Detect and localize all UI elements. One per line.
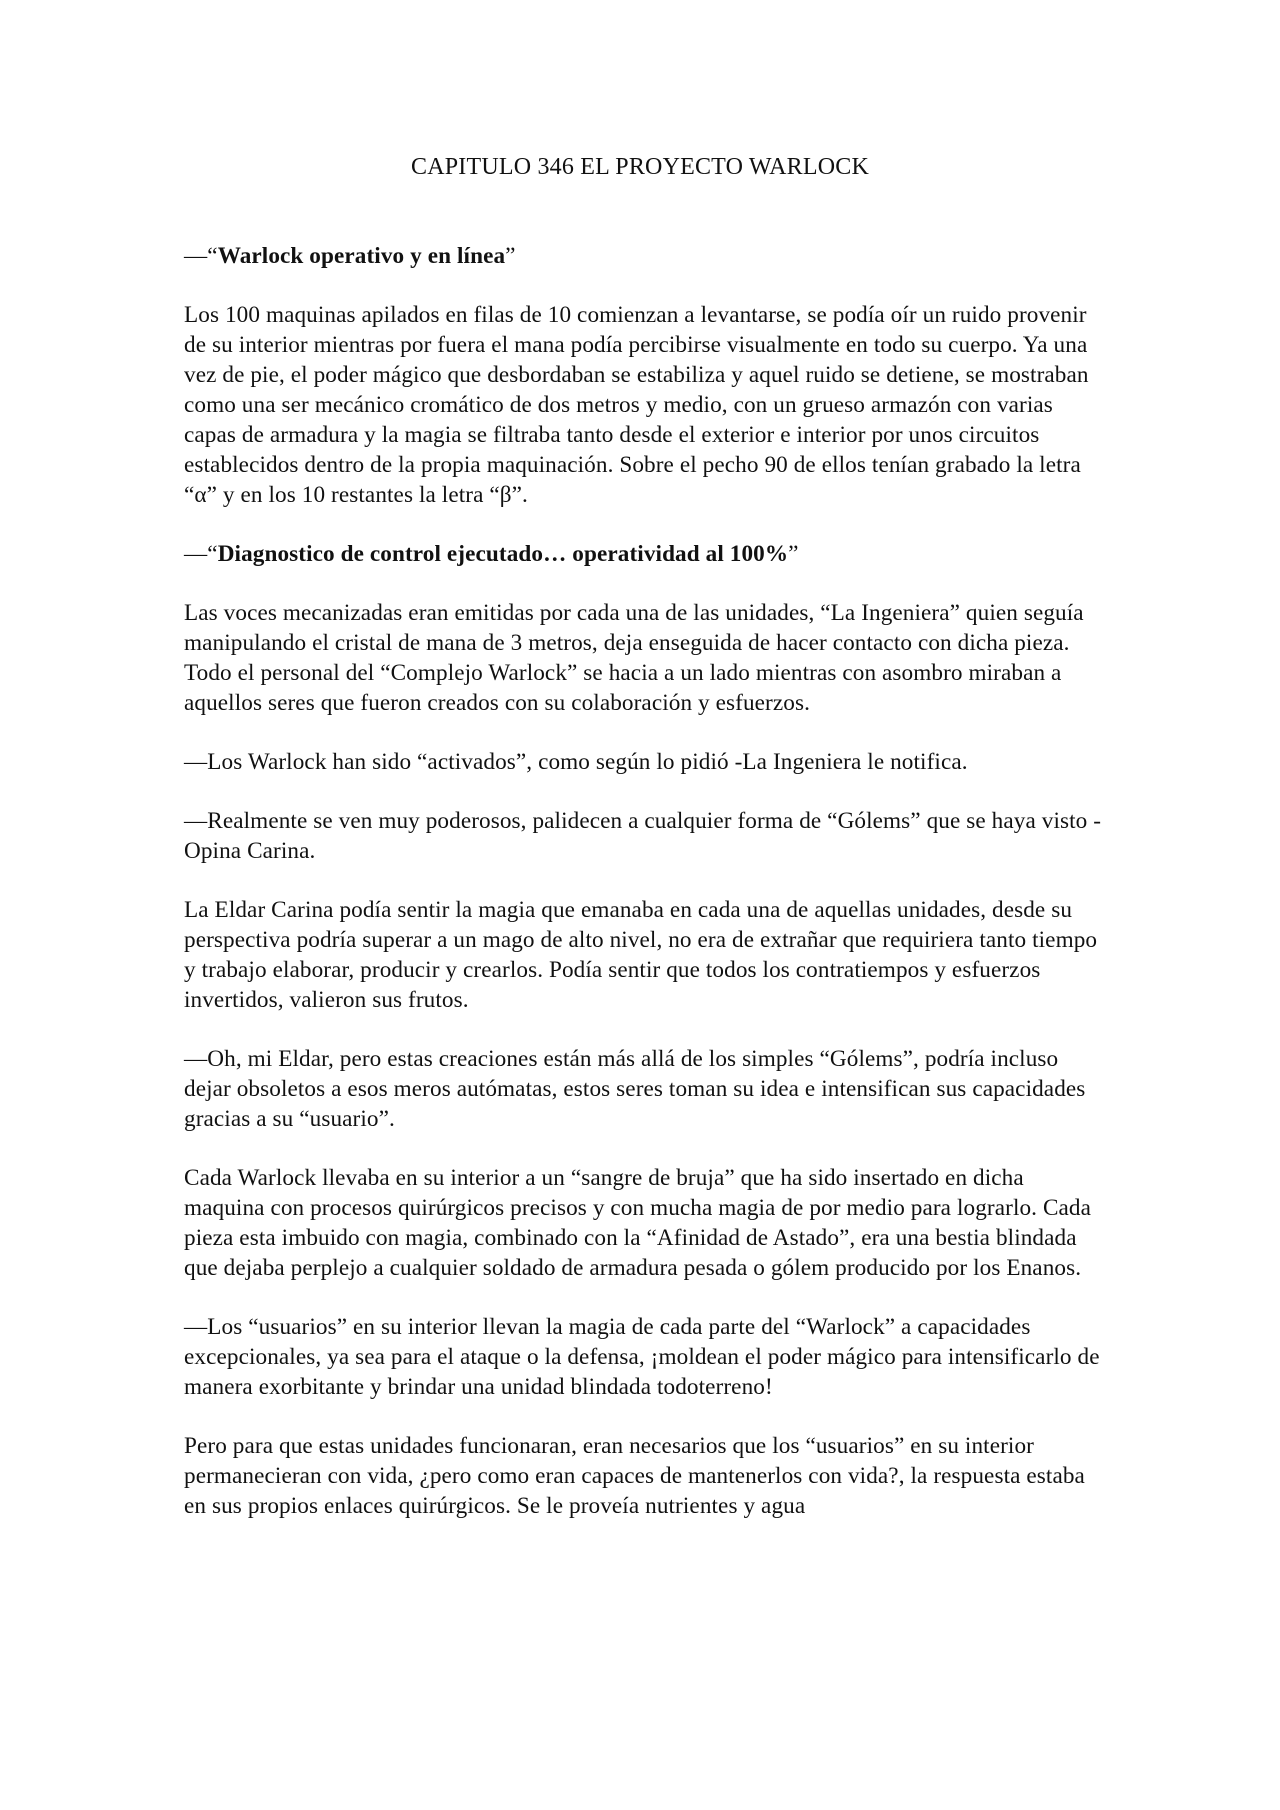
dialogue-prefix: —“ [184,243,218,269]
dialogue-paragraph: —Los “usuarios” en su interior llevan la magia de cada parte del “Warlock” a capacidades excepcionales, ya sea para el ataque o la defensa, ¡moldean el poder mágico para intensificarlo de manera exorbitante y brindar una unidad blindada todoterreno! [184,1314,1100,1400]
dialogue-bold-text: Warlock operativo y en línea [217,243,506,269]
narrative-paragraph: Cada Warlock llevaba en su interior a un “sangre de bruja” que ha sido insertado en dicha maquina con procesos quirúrgicos precisos y con mucha magia de por medio para lograrlo. Cada pieza esta imbuido con magia, combinado con la “Afinidad de Astado”, era una bestia blindada que dejaba perplejo a cualquier soldado de armadura pesada o gólem producido por los Enanos. [184,1165,1092,1281]
dialogue-paragraph: —Los Warlock han sido “activados”, como según lo pidió -La Ingeniera le notifica. [184,749,968,775]
chapter-title: CAPITULO 346 EL PROYECTO WARLOCK [411,154,869,180]
dialogue-paragraph [184,539,1104,569]
dialogue-prefix: —“ [184,541,218,567]
narrative-paragraph: Las voces mecanizadas eran emitidas por cada una de las unidades, “La Ingeniera” quien seguía manipulando el cristal de mana de 3 metros, deja enseguida de hacer contacto con dicha pieza. Todo el personal del “Complejo Warlock” se hacia a un lado mientras con asombro miraban a aquellos seres que fueron creados con su colaboración y esfuerzos. [184,600,1084,716]
dialogue-suffix: ” [788,541,799,567]
dialogue-paragraph [184,241,1104,271]
dialogue-bold-text: Diagnostico de control ejecutado… operatividad al 100% [217,541,789,567]
dialogue-paragraph: —Oh, mi Eldar, pero estas creaciones están más allá de los simples “Gólems”, podría incluso dejar obsoletos a esos meros autómatas, estos seres toman su idea e intensifican sus capacidades gracias a su “usuario”. [184,1046,1086,1132]
dialogue-suffix: ” [505,243,516,269]
dialogue-paragraph: —Realmente se ven muy poderosos, palidecen a cualquier forma de “Gólems” que se haya visto -Opina Carina. [184,808,1102,864]
narrative-paragraph: Los 100 maquinas apilados en filas de 10 comienzan a levantarse, se podía oír un ruido provenir de su interior mientras por fuera el mana podía percibirse visualmente en todo su cuerpo. Ya una vez de pie, el poder mágico que desbordaban se estabiliza y aquel ruido se detiene, se mostraban como una ser mecánico cromático de dos metros y medio, con un grueso armazón con varias capas de armadura y la magia se filtraba tanto desde el exterior e interior por unos circuitos establecidos dentro de la propia maquinación. Sobre el pecho 90 de ellos tenían grabado la letra “α” y en los 10 restantes la letra “β”. [184,302,1089,508]
narrative-paragraph: La Eldar Carina podía sentir la magia que emanaba en cada una de aquellas unidades, desde su perspectiva podría superar a un mago de alto nivel, no era de extrañar que requiriera tanto tiempo y trabajo elaborar, producir y crearlos. Podía sentir que todos los contratiempos y esfuerzos invertidos, valieron sus frutos. [184,897,1098,1013]
document-body [184,241,1104,1550]
narrative-paragraph: Pero para que estas unidades funcionaran, eran necesarios que los “usuarios” en su interior permanecieran con vida, ¿pero como eran capaces de mantenerlos con vida?, la respuesta estaba en sus propios enlaces quirúrgicos. Se le proveía nutrientes y agua [184,1433,1085,1519]
